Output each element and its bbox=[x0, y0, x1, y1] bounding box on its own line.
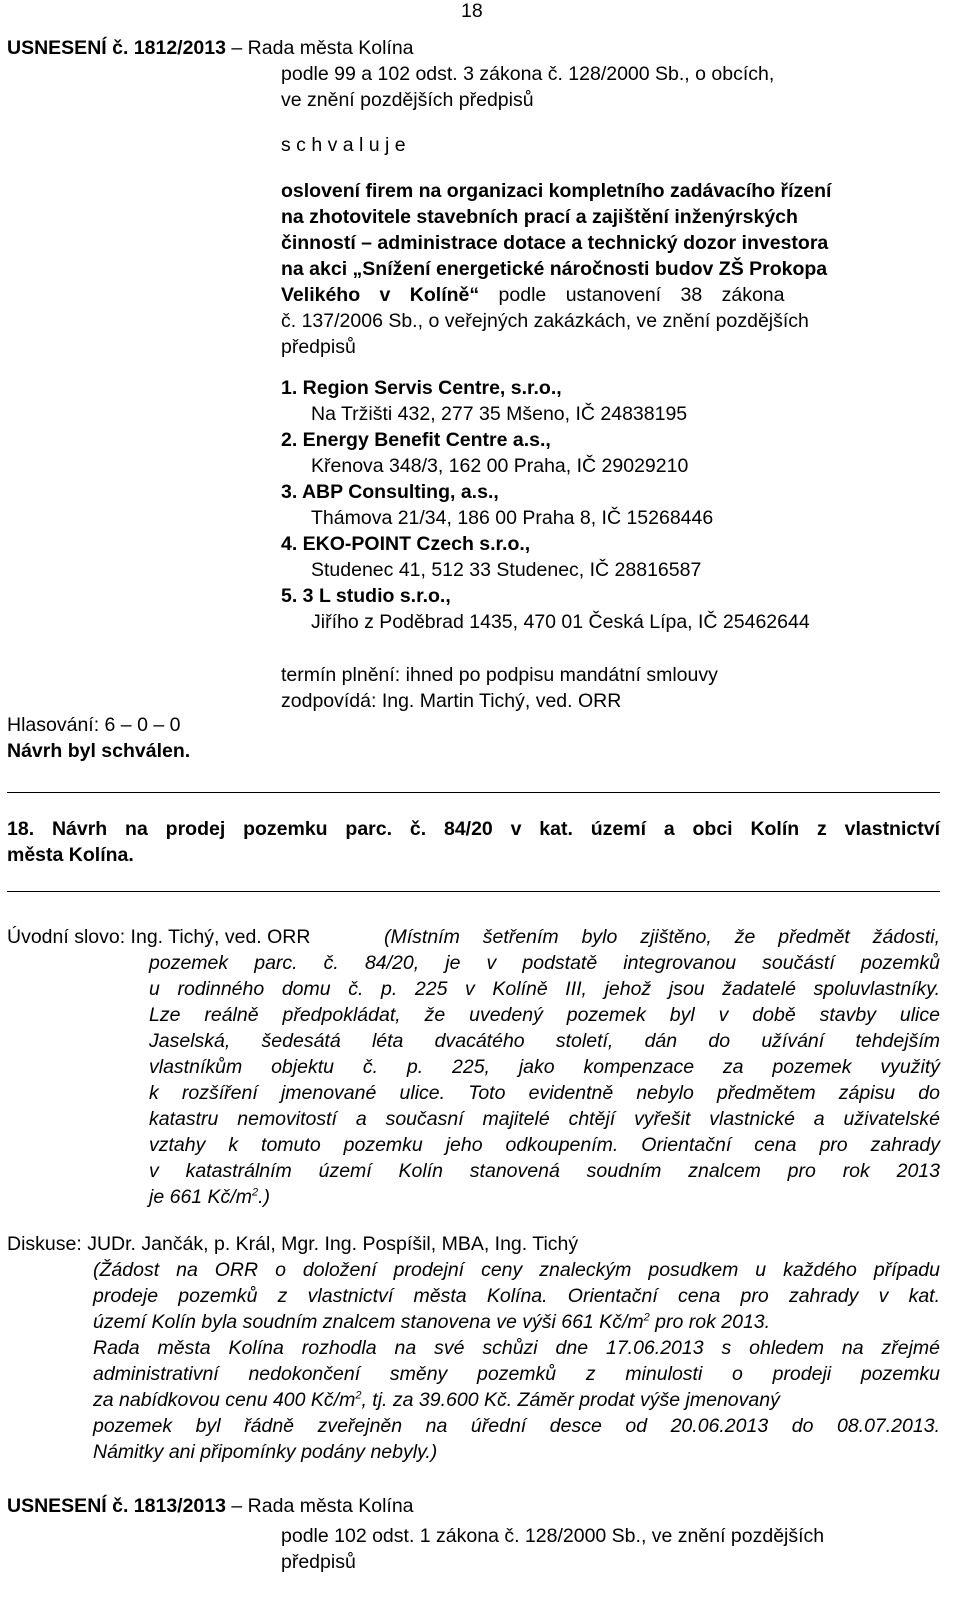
intro-line: pozemek parc. č. 84/20, je v podstatě integrovanou součástí pozemků bbox=[149, 952, 940, 974]
resolution-text-line: na zhotovitele stavebních prací a zajištění inženýrských bbox=[281, 206, 798, 228]
resolution-verb: s c h v a l u j e bbox=[281, 134, 406, 156]
text: území Kolín byla soudním znalcem stanovena ve výši 661 Kč/m bbox=[93, 1311, 644, 1333]
resolution-text-line: činností – administrace dotace a technický dozor investora bbox=[281, 232, 829, 254]
discussion-line: pozemek byl řádně zveřejněn na úřední desce od 20.06.2013 do 08.07.2013. bbox=[93, 1415, 940, 1437]
deadline: termín plnění: ihned po podpisu mandátní smlouvy bbox=[281, 664, 718, 686]
approval-status: Návrh byl schválen. bbox=[7, 740, 191, 762]
firm-name: 2. Energy Benefit Centre a.s., bbox=[281, 429, 551, 451]
item-title-line-1: 18. Návrh na prodej pozemku parc. č. 84/20 v kat. území a obci Kolín z vlastnictví bbox=[7, 818, 940, 840]
resolution-body: Rada města Kolína bbox=[247, 37, 414, 59]
firm-address: Thámova 21/34, 186 00 Praha 8, IČ 15268446 bbox=[311, 507, 714, 529]
resolution-text-line: na akci „Snížení energetické náročnosti budov ZŠ Prokopa bbox=[281, 258, 828, 280]
intro-line bbox=[149, 1186, 270, 1209]
firm-address: Na Tržišti 432, 277 35 Mšeno, IČ 24838195 bbox=[311, 403, 688, 425]
superscript: 2 bbox=[251, 1186, 259, 1199]
intro-line: Lze reálně předpokládat, že uvedený pozemek byl v době stavby ulice bbox=[149, 1004, 940, 1026]
discussion-line: Rada města Kolína rozhodla na své schůzi dne 17.06.2013 s ohledem na zřejmé bbox=[93, 1337, 940, 1359]
firm-address: Jiřího z Poděbrad 1435, 470 01 Česká Lípa, IČ 25462644 bbox=[311, 611, 810, 633]
intro-line: v katastrálním území Kolín stanovená soudním znalcem pro rok 2013 bbox=[149, 1160, 940, 1182]
text: , tj. za 39.600 Kč. Záměr prodat výše jmenovaný bbox=[361, 1389, 780, 1411]
page-number: 18 bbox=[461, 0, 483, 22]
firm-address: Křenova 348/3, 162 00 Praha, IČ 29029210 bbox=[311, 455, 689, 477]
resolution-heading bbox=[7, 37, 414, 60]
resolution-number: USNESENÍ č. 1812/2013 bbox=[7, 37, 226, 59]
firm-name: 4. EKO-POINT Czech s.r.o., bbox=[281, 533, 531, 555]
firm-name: 5. 3 L studio s.r.o., bbox=[281, 585, 451, 607]
responsible-person: zodpovídá: Ing. Martin Tichý, ved. ORR bbox=[281, 690, 622, 712]
discussion-line: Námitky ani připomínky podány nebyly.) bbox=[93, 1441, 438, 1463]
resolution-body: Rada města Kolína bbox=[247, 1495, 414, 1517]
text: pro rok 2013. bbox=[649, 1311, 771, 1333]
discussion-line bbox=[93, 1311, 940, 1334]
legal-basis-line-2: předpisů bbox=[281, 1551, 356, 1573]
text: za nabídkovou cenu 400 Kč/m bbox=[93, 1389, 356, 1411]
superscript: 2 bbox=[643, 1311, 650, 1324]
dash: – bbox=[231, 37, 243, 59]
intro-line-text: .) bbox=[258, 1186, 271, 1208]
legal-basis-line-1: podle 102 odst. 1 zákona č. 128/2000 Sb., ve znění pozdějších bbox=[281, 1525, 825, 1547]
resolution-text-line: Velikého v Kolíně“ podle ustanovení 38 zákona bbox=[281, 284, 785, 306]
discussion-line-text bbox=[93, 1311, 770, 1334]
firm-address: Studenec 41, 512 33 Studenec, IČ 28816587 bbox=[311, 559, 702, 581]
resolution-text-line: předpisů bbox=[281, 336, 356, 358]
resolution-heading bbox=[7, 1495, 414, 1518]
discussion-line bbox=[93, 1389, 780, 1412]
dash: – bbox=[231, 1495, 243, 1517]
vote-result: Hlasování: 6 – 0 – 0 bbox=[7, 714, 181, 736]
intro-line: katastru nemovitostí a současní majitelé chtějí vyřešit vlastnické a uživatelské bbox=[149, 1108, 940, 1130]
intro-label: Úvodní slovo: Ing. Tichý, ved. ORR bbox=[7, 926, 311, 948]
resolution-text-line: oslovení firem na organizaci kompletního zadávacího řízení bbox=[281, 180, 832, 202]
intro-line: (Místním šetřením bylo zjištěno, že předmět žádosti, bbox=[384, 926, 940, 948]
resolution-number: USNESENÍ č. 1813/2013 bbox=[7, 1495, 226, 1517]
discussion-line: prodeje pozemků z vlastnictví města Kolína. Orientační cena pro zahrady v kat. bbox=[93, 1285, 940, 1307]
firm-name: 3. ABP Consulting, a.s., bbox=[281, 481, 499, 503]
intro-line-text: je 661 Kč/m bbox=[149, 1186, 252, 1208]
superscript: 2 bbox=[355, 1389, 362, 1402]
divider bbox=[7, 891, 940, 892]
intro-line: vztahy k tomuto pozemku jeho odkoupením. Orientační cena pro zahrady bbox=[149, 1134, 940, 1156]
firm-name: 1. Region Servis Centre, s.r.o., bbox=[281, 377, 562, 399]
intro-line: k rozšíření jmenované ulice. Toto evidentně nebylo předmětem zápisu do bbox=[149, 1082, 940, 1104]
item-title-line-2: města Kolína. bbox=[7, 844, 134, 866]
legal-basis-line-2: ve znění pozdějších předpisů bbox=[281, 89, 534, 111]
discussion-label: Diskuse: JUDr. Jančák, p. Král, Mgr. Ing. Pospíšil, MBA, Ing. Tichý bbox=[7, 1233, 579, 1255]
discussion-line: (Žádost na ORR o doložení prodejní ceny znaleckým posudkem u každého případu bbox=[93, 1259, 940, 1281]
intro-line: u rodinného domu č. p. 225 v Kolíně III, jehož jsou žadatelé spoluvlastníky. bbox=[149, 978, 940, 1000]
resolution-text-line: č. 137/2006 Sb., o veřejných zakázkách, ve znění pozdějších bbox=[281, 310, 809, 332]
intro-line: vlastníkům objektu č. p. 225, jako kompenzace za pozemek využitý bbox=[149, 1056, 940, 1078]
discussion-line: administrativní nedokončení směny pozemků z minulosti o prodeji pozemku bbox=[93, 1363, 940, 1385]
divider bbox=[7, 792, 940, 793]
intro-line: Jaselská, šedesátá léta dvacátého století, dán do užívání tehdejším bbox=[149, 1030, 940, 1052]
legal-basis-line-1: podle 99 a 102 odst. 3 zákona č. 128/2000 Sb., o obcích, bbox=[281, 63, 775, 85]
